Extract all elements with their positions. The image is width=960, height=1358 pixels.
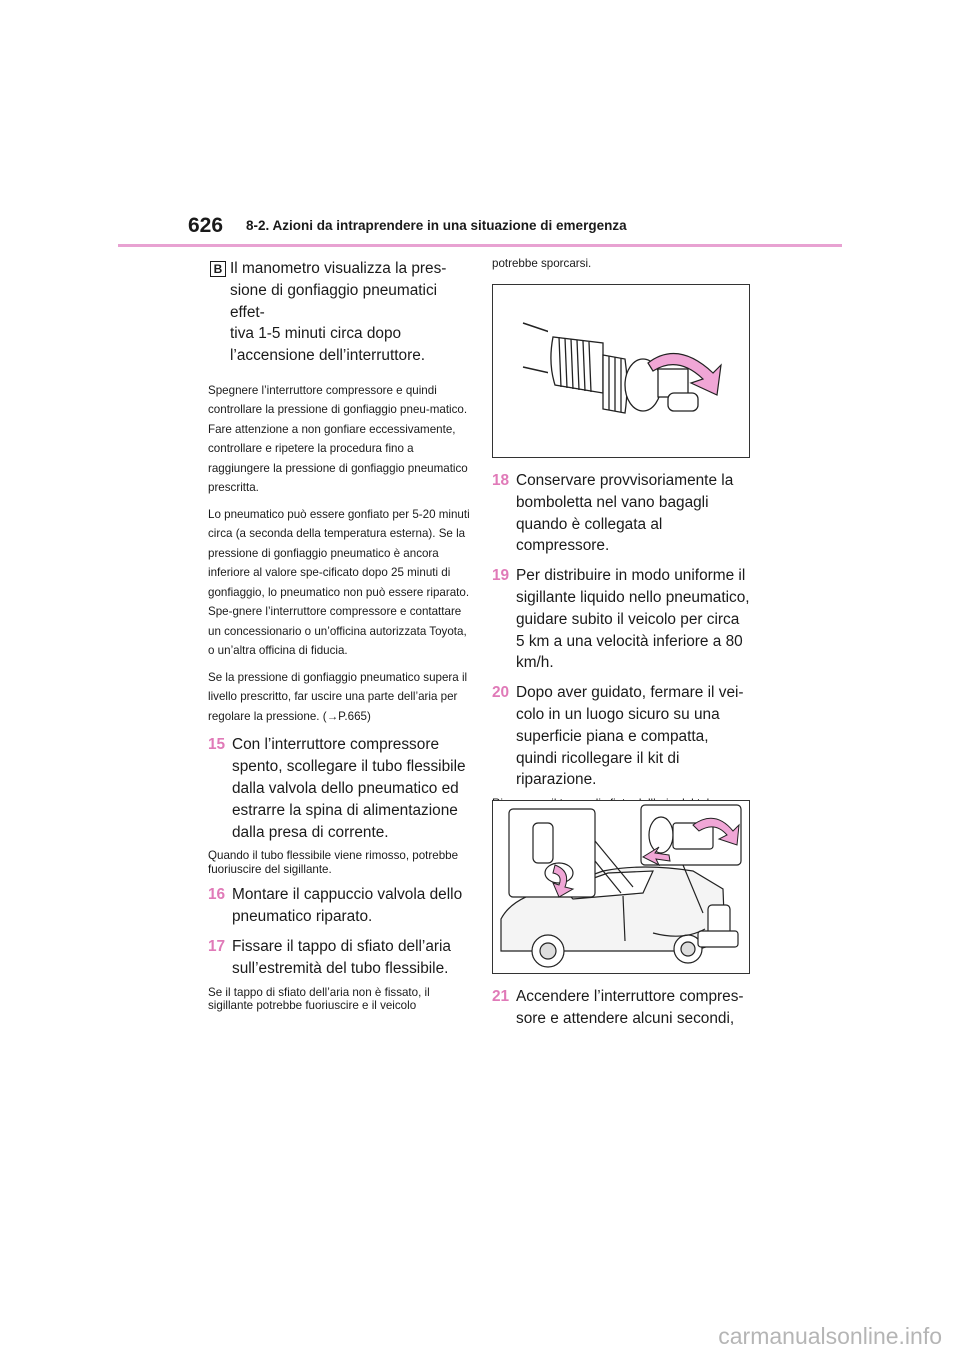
step-number: 21 [492,988,510,1005]
section-title: 8-2. Azioni da intraprendere in una situazione di emergenza [246,218,627,233]
step-text: Montare il cappuccio valvola dello pneumatico riparato. [232,886,463,926]
watermark: carmanualsonline.info [718,1323,942,1349]
paragraph-inflation-time: Lo pneumatico può essere gonfiato per 5-20 minuti circa (a seconda della temperatura esterna). Se la pressione di gonfiaggio pneumatico è ancora inferiore al valore spe-cificato dopo 25 minuti di gonfiaggio, lo pneumatico non può essere riparato. Spe-gnere l’interruttore compressore e contattare un concessionario o un’officina autorizzata Toyota, o un’altra officina di fiducia. [208,507,470,658]
right-steps-upper [492,462,750,832]
step-16 [208,884,476,928]
step-text: Conservare provvisoriamente la bomboletta nel vano bagagli quando è collegata al compressore. [516,472,734,555]
step-text: Con l’interruttore compressore spento, scollegare il tubo flessibile dalla valvola dello pneumatico ed estrarre la spina di alimentazione dalla presa di corrente. [232,736,466,841]
step-text: Dopo aver guidato, fermare il vei-colo in un luogo sicuro su una superficie piana e compatta, quindi ricollegare il kit di riparazione. [516,684,744,789]
step-18 [492,470,750,557]
paragraph-check-pressure: Spegnere l’interruttore compressore e quindi controllare la pressione di gonfiaggio pneu-matico. Fare attenzione a non gonfiare eccessivamente, controllare e ripetere la procedura fino a raggiungere la pressione di gonfiaggio pneumatico prescritta. [208,383,468,495]
left-column [208,258,476,1021]
step-21 [492,986,750,1030]
header-rule [118,244,842,247]
step-number: 15 [208,736,226,754]
step-number: 16 [208,886,226,904]
reconnect-kit-illustration [492,800,750,974]
step-note: Quando il tubo flessibile viene rimosso, potrebbe fuoriuscire del sigillante. [208,849,459,876]
step-20 [492,682,750,791]
step-17 [208,936,476,980]
step-number: 17 [208,938,226,956]
indicator-badge-b: B [210,261,226,277]
indicator-text: Il manometro visualizza la pres- sione di gonfiaggio pneumatici effet- tiva 1-5 minuti circa dopo l’accensione dell’interruttore. [230,260,447,365]
step-text: Fissare il tappo di sfiato dell’aria sull’estremità del tubo flessibile. [232,938,451,977]
step-number: 20 [492,684,510,702]
step-number: 18 [492,472,510,489]
indicator-block [208,258,476,367]
step-text: Per distribuire in modo uniforme il sigillante liquido nello pneumatico, guidare subito il veicolo per circa 5 km a una velocità inferiore a 80 km/h. [516,567,750,672]
step-text: Accendere l’interruttore compres-sore e attendere alcuni secondi, [516,988,744,1027]
page-number: 626 [188,214,224,237]
step-number: 19 [492,567,510,585]
hose-cap-illustration [492,284,750,458]
step-19 [492,565,750,674]
paragraph-release-air: Se la pressione di gonfiaggio pneumatico supera il livello prescritto, far uscire una parte dell’aria per regolare la pressione. (→P.665) [208,670,468,723]
continuation-text: potrebbe sporcarsi. [492,257,592,270]
step-note: Se il tappo di sfiato dell’aria non è fissato, il sigillante potrebbe fuoriuscire e il veicolo [208,985,430,1013]
right-steps-lower [492,978,750,1036]
step-15 [208,734,476,843]
